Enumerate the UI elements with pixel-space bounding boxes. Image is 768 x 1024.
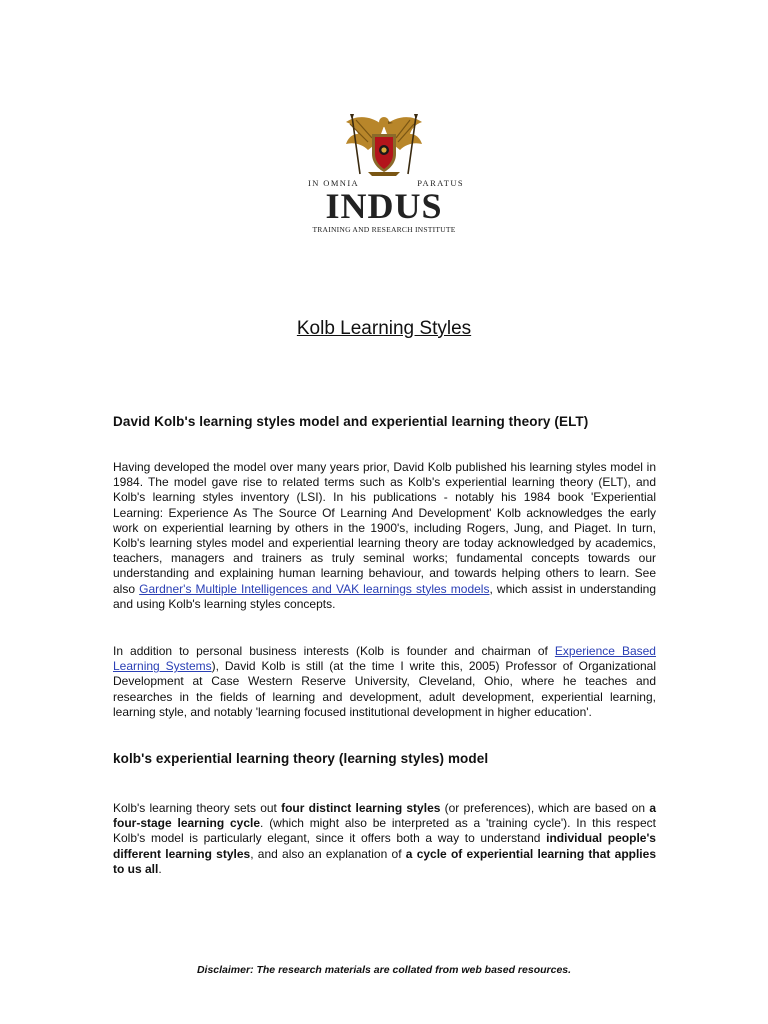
paragraph-text: ), David Kolb is still (at the time I write this, 2005) Professor of Organizational Development at Case Western Reserve University, Cleveland, Ohio, where he teaches and researches in the fields of learning and development, adult development, experiential learning, learning style, and notably 'learning focused institutional development in higher education'. [113,659,657,719]
logo-name: INDUS [325,186,443,226]
indus-logo [296,112,472,238]
paragraph-elt-intro [113,460,656,612]
logo-subtitle: TRAINING AND RESEARCH INSTITUTE [312,225,456,234]
paragraph-text: . (which might also be interpreted as a 'training cycle'). In this respect Kolb's model is particularly elegant, since it offers both a way to understand [113,816,656,846]
bold-text: individual people's different learning styles [113,831,656,861]
paragraph-learning-theory [113,801,656,877]
paragraph-kolb-bio [113,644,656,720]
logo-motto-right: PARATUS [417,178,464,188]
disclaimer-footer: Disclaimer: The research materials are collated from web based resources. [196,964,572,976]
eagle-crest-icon [338,112,430,178]
bold-text: four distinct learning styles [281,801,441,815]
paragraph-text: . [158,861,162,876]
paragraph-text: Kolb's learning theory sets out [113,801,282,815]
bold-text: a four-stage learning cycle [113,801,656,831]
page-title: Kolb Learning Styles [296,318,472,339]
paragraph-text: , and also an explanation of [250,846,406,861]
section-heading-model: kolb's experiential learning theory (learning styles) model [113,751,489,766]
section-heading-elt: David Kolb's learning styles model and experiential learning theory (ELT) [113,414,589,429]
experience-based-learning-link[interactable]: Experience Based Learning Systems [113,644,656,674]
paragraph-text: Having developed the model over many years prior, David Kolb published his learning styles model in 1984. The model gave rise to related terms such as Kolb's experiential learning theory (ELT), and Kolb's learning styles inventory (LSI). In his publications - notably his 1984 book 'Experiential Learning: Experience As The Source Of Learning And Development' Kolb acknowledges the early work on experiential learning by others in the 1900's, including Rogers, Jung, and Piaget. In turn, Kolb's learning styles model and experiential learning theory are today acknowledged by academics, teachers, managers and trainers as truly seminal works; fundamental concepts towards our understanding and explaining human learning behaviour, and towards helping others to learn. See also [113,460,656,596]
logo-motto-left: IN OMNIA [308,178,360,188]
paragraph-text: , which assist in understanding and using Kolb's learning styles concepts. [113,581,656,611]
paragraph-text: In addition to personal business interests (Kolb is founder and chairman of [113,644,555,658]
bold-text: a cycle of experiential learning that applies to us all [113,846,656,876]
paragraph-text: (or preferences), which are based on [440,801,650,815]
gardner-vak-link[interactable]: Gardner's Multiple Intelligences and VAK learnings styles models [139,581,490,596]
